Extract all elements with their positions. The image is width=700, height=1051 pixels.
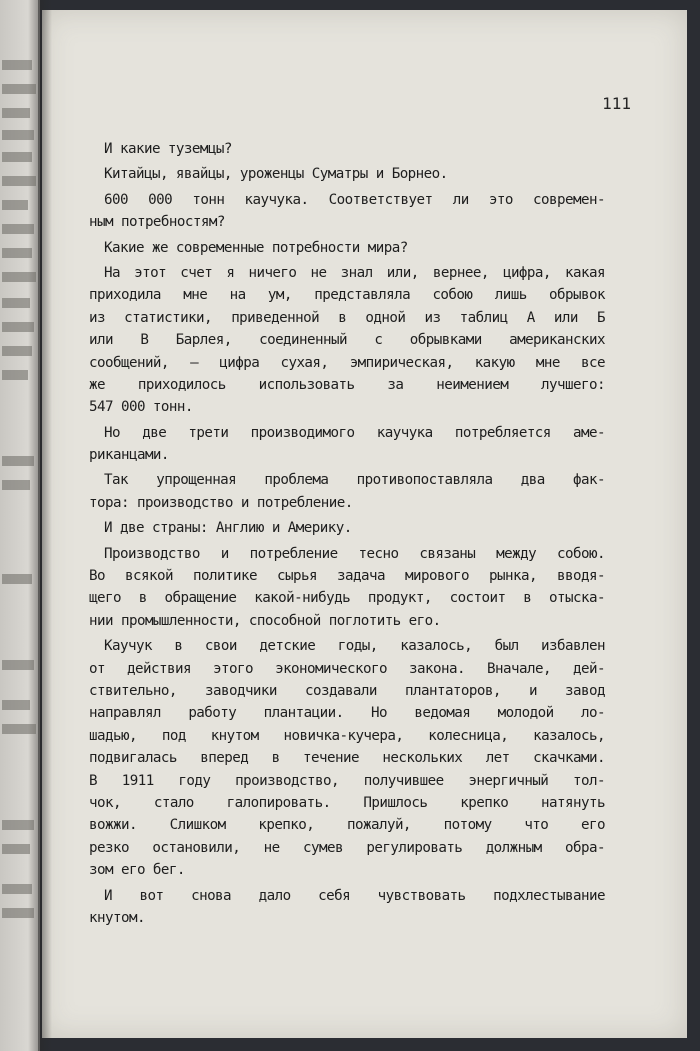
text-line: ствительно, заводчики создавали плантаторов, и завод [89,682,605,699]
text-line: нии промышленности, способной поглотить его. [89,612,441,629]
text-line: кнутом. [89,909,145,926]
paragraph [89,635,605,884]
book-page [42,10,687,1038]
paragraph [89,163,605,188]
text-line: И две страны: Англию и Америку. [104,520,352,537]
paragraph [89,885,605,930]
text-line: приходила мне на ум, представляла собою лишь обрывок [89,287,605,304]
paragraph [89,469,605,517]
text-line: На этот счет я ничего не знал или, вернее, цифра, какая [104,264,605,281]
text-line: шадью, под кнутом новичка-кучера, колесница, казалось, [89,727,605,744]
text-line: тора: производство и потребление. [89,494,353,511]
paragraph [89,543,605,636]
text-line: от действия этого экономического закона. Вначале, дей- [89,660,605,677]
page-body-text [89,138,605,929]
text-line: И вот снова дало себя чувствовать подхлестывание [104,887,605,904]
page-number: 111 [602,94,631,113]
paragraph [89,138,605,163]
text-line: зом его бег. [89,862,185,879]
text-line: из статистики, приведенной в одной из таблиц А или Б [89,309,605,326]
paragraph [89,237,605,262]
text-line: подвигалась вперед в течение нескольких лет скачками. [89,750,605,767]
text-line: Каучук в свои детские годы, казалось, был избавлен [104,638,605,655]
text-line: Так упрощенная проблема противопоставляла два фак- [104,472,605,489]
paragraph [89,517,605,542]
gutter-shadow [38,0,52,1051]
text-line: 600 000 тонн каучука. Соответствует ли это современ- [104,191,605,208]
text-line: Во всякой политике сырья задача мирового рынка, вводя- [89,568,605,585]
text-line: риканцами. [89,447,169,464]
text-line: Какие же современные потребности мира? [104,239,408,256]
text-line: вожжи. Слишком крепко, пожалуй, потому что его [89,817,605,834]
text-line: Но две трети производимого каучука потребляется аме- [104,424,605,441]
text-line: же приходилось использовать за неимением лучшего: [89,376,605,393]
text-line: или В Барлея, соединенный с обрывками американских [89,332,605,349]
text-line: Производство и потребление тесно связаны между собою. [104,545,605,562]
text-line: щего в обращение какой-нибудь продукт, состоит в отыска- [89,590,605,607]
text-line: В 1911 году производство, получившее энергичный тол- [89,772,605,789]
text-line: чок, стало галопировать. Пришлось крепко натянуть [89,794,605,811]
text-line: сообщений, — цифра сухая, эмпирическая, какую мне все [89,354,605,371]
left-page-edge [0,0,40,1051]
text-line: направлял работу плантации. Но ведомая молодой ло- [89,705,605,722]
text-line: ным потребностям? [89,214,225,231]
paragraph [89,262,605,422]
text-line: 547 000 тонн. [89,399,193,416]
text-line: резко остановили, не сумев регулировать должным обра- [89,839,605,856]
text-line: Китайцы, явайцы, уроженцы Суматры и Борнео. [104,166,448,183]
paragraph [89,422,605,470]
paragraph [89,189,605,237]
text-line: И какие туземцы? [104,141,232,157]
